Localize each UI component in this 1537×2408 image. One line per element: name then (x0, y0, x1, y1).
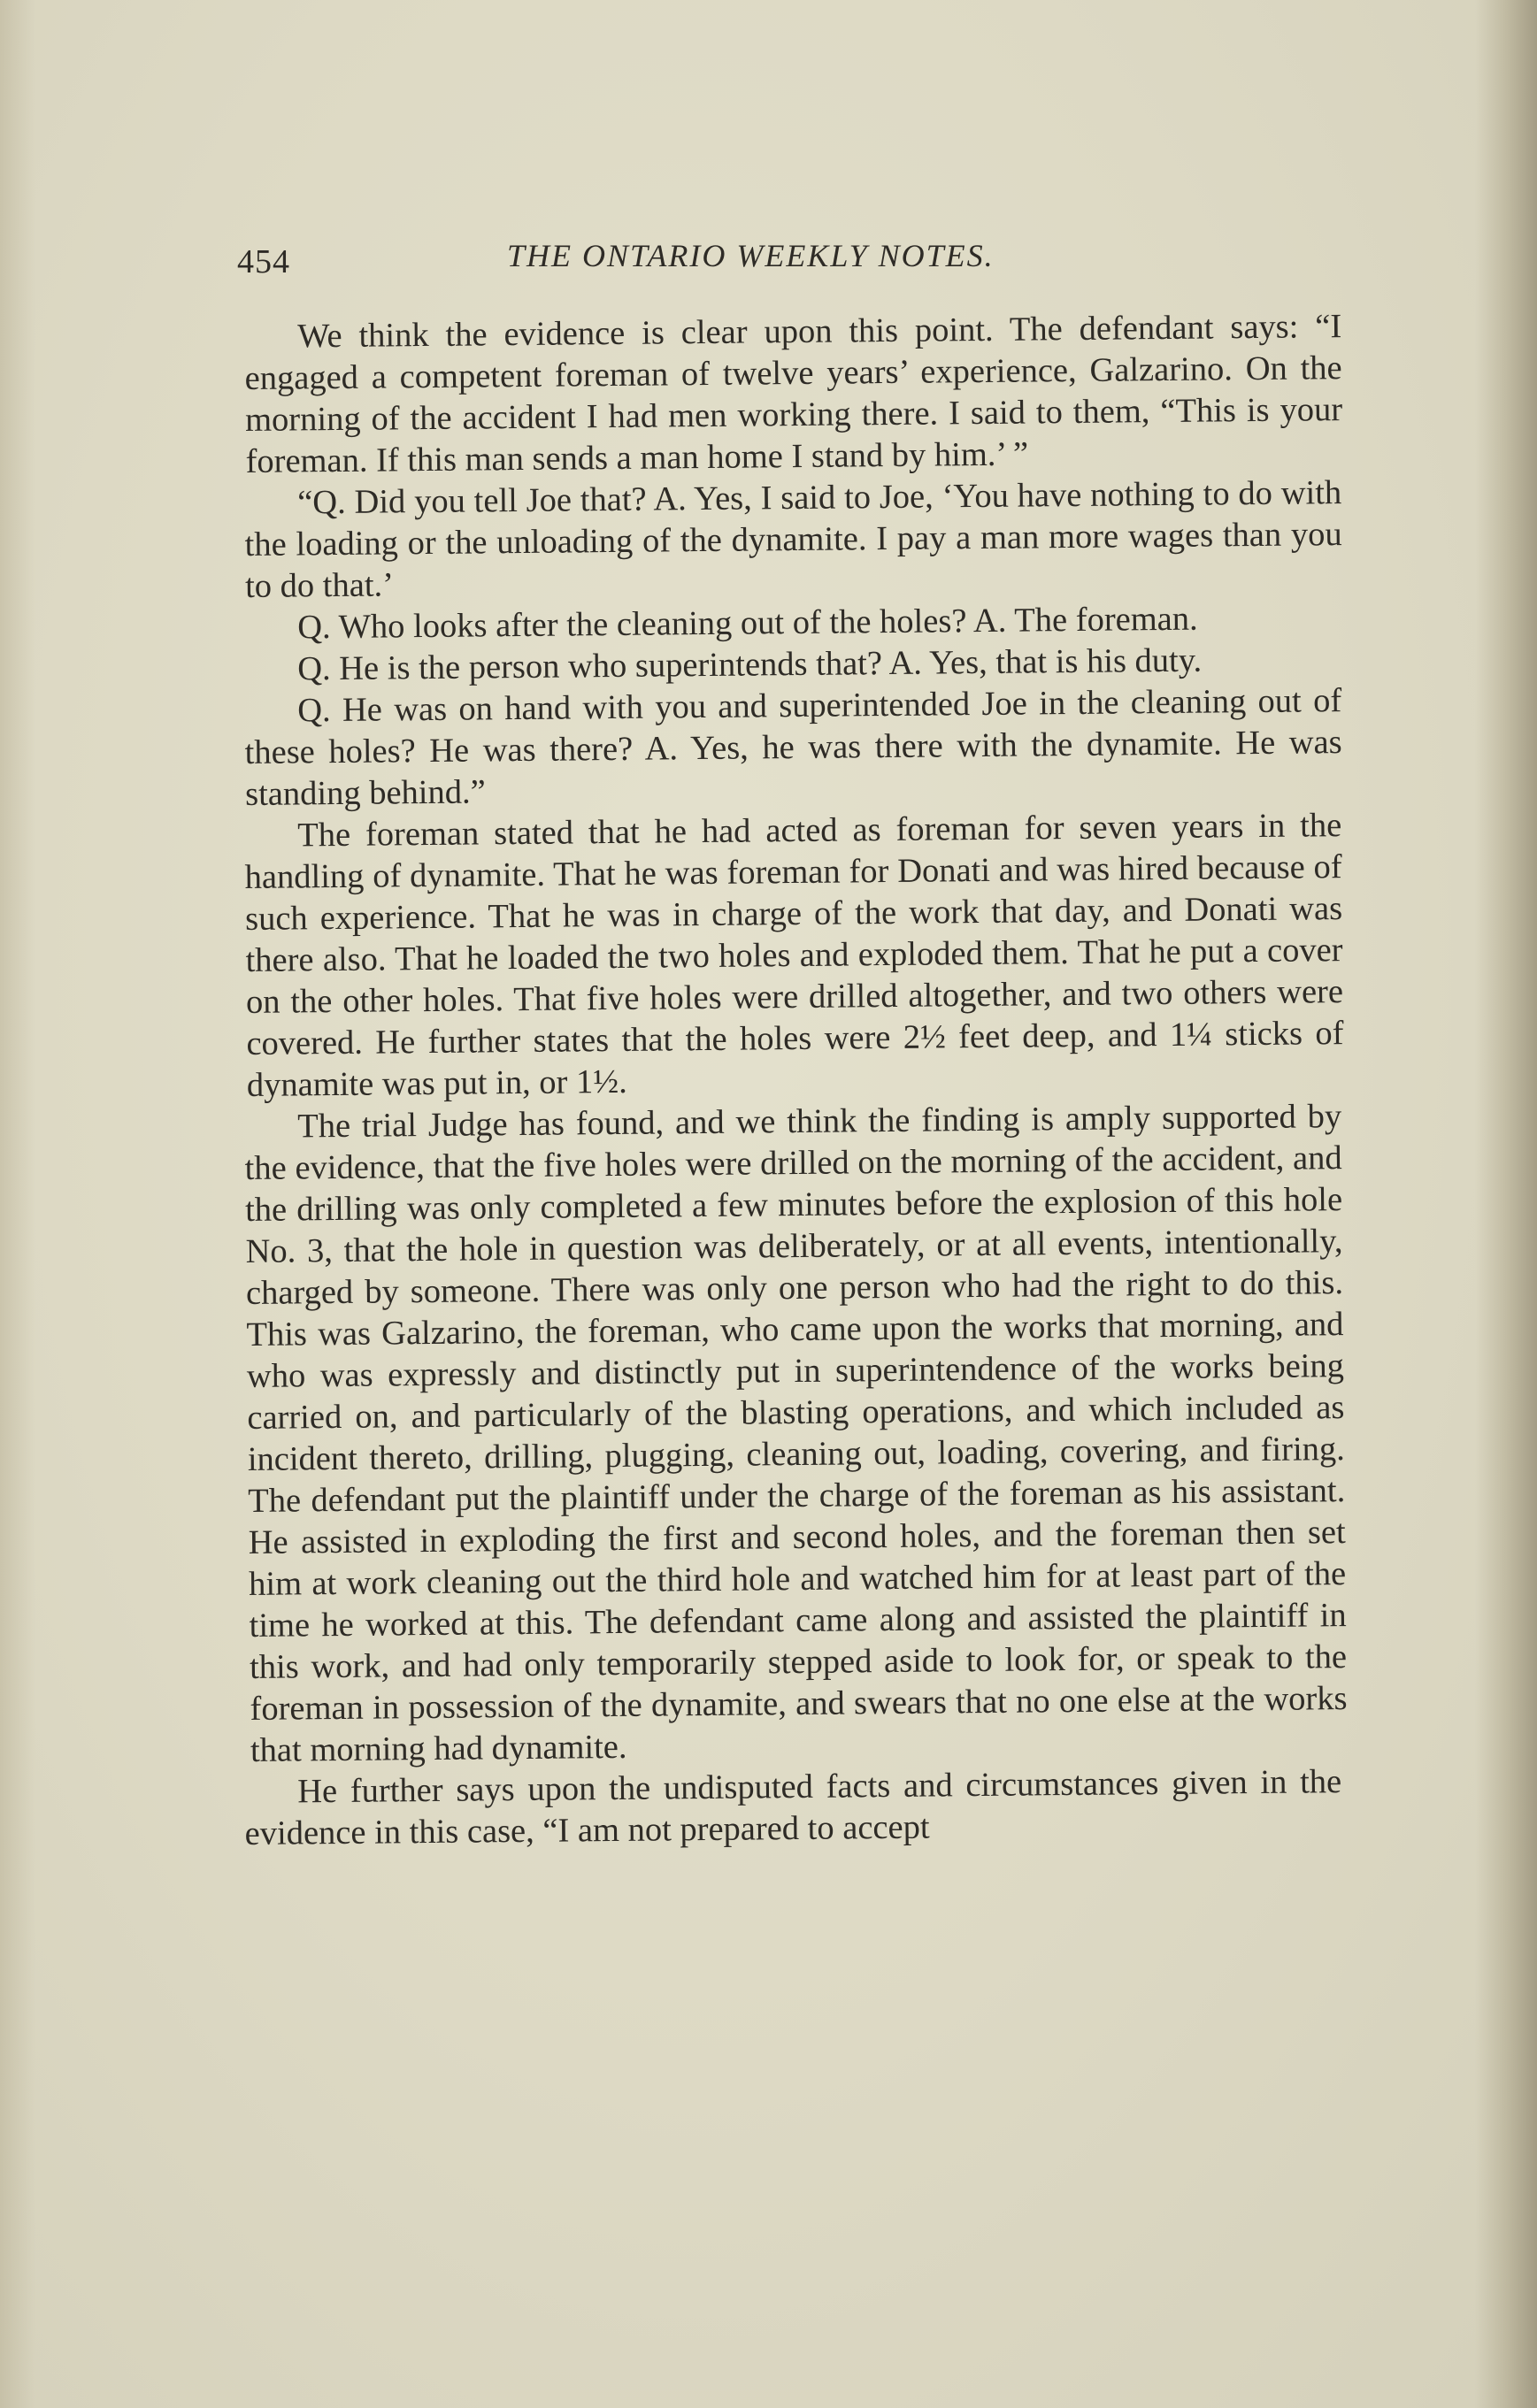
paragraph-q-tell-joe: “Q. Did you tell Joe that? A. Yes, I said to Joe, ‘You have nothing to do with the loading or the unloading of the dynamite. I pay a man more wages than you to do that.’ (244, 474, 1342, 605)
paragraph-further-says: He further says upon the undisputed facts and circumstances given in the evidence in this case, “I am not prepared to accept (244, 1763, 1342, 1852)
paragraph-q-on-hand: Q. He was on hand with you and superintended Joe in the cleaning out of these holes? He was there? A. Yes, he was there with the dynamite. He was standing behind.” (244, 682, 1342, 813)
paragraph-evidence-clear: We think the evidence is clear upon this point. The defendant says: “I engaged a competent foreman of twelve years’ experience, Galzarino. On the morning of the accident I had men working there. I said to them, “This is your foreman. If this man sends a man home I stand by him.’ ” (244, 308, 1343, 480)
paragraph-foreman-stated: The foreman stated that he had acted as foreman for seven years in the handling of dynamite. That he was foreman for Donati and was hired because of such experience. That he was in charge of the work that day, and Donati was there also. That he loaded the two holes and exploded them. That he put a cover on the other holes. That five holes were drilled altogether, and two others were covered. He further states that the holes were 2½ feet deep, and 1¼ sticks of dynamite was put in, or 1½. (244, 807, 1344, 1104)
page-header (237, 232, 1334, 285)
paragraph-trial-judge-found: The trial Judge has found, and we think the finding is amply supported by the evidence, that the five holes were drilled on the morning of the accident, and the drilling was only completed a few minutes before the explosion of this hole No. 3, that the hole in question was deliberately, or at all events, intentionally, charged by someone. There was only one person who had the right to do this. This was Galzarino, the foreman, who came upon the works that morning, and who was expressly and distinctly put in superintendence of the works being carried on, and particularly of the blasting operations, and which included as incident thereto, drilling, plugging, cleaning out, loading, covering, and firing. The defendant put the plaintiff under the charge of the foreman as his assistant. He assisted in exploding the first and second holes, and the foreman then set him at work cleaning out the third hole and watched him for at least part of the time he worked at this. The defendant came along and assisted the plaintiff in this work, and had only temporarily stepped aside to look for, or speak to the foreman in possession of the dynamite, and swears that no one else at the works that morning had dynamite. (244, 1098, 1348, 1769)
paragraph-q-cleaning-holes: Q. Who looks after the cleaning out of the holes? A. The foreman. (297, 600, 1198, 647)
paragraph-q-superintends: Q. He is the person who superintends that? A. Yes, that is his duty. (297, 641, 1203, 688)
page-number: 454 (237, 243, 290, 280)
body-text (244, 308, 1348, 1855)
page-right-edge-shading (1475, 0, 1537, 2408)
page-left-shading (0, 0, 35, 2408)
running-title: THE ONTARIO WEEKLY NOTES. (507, 238, 995, 273)
